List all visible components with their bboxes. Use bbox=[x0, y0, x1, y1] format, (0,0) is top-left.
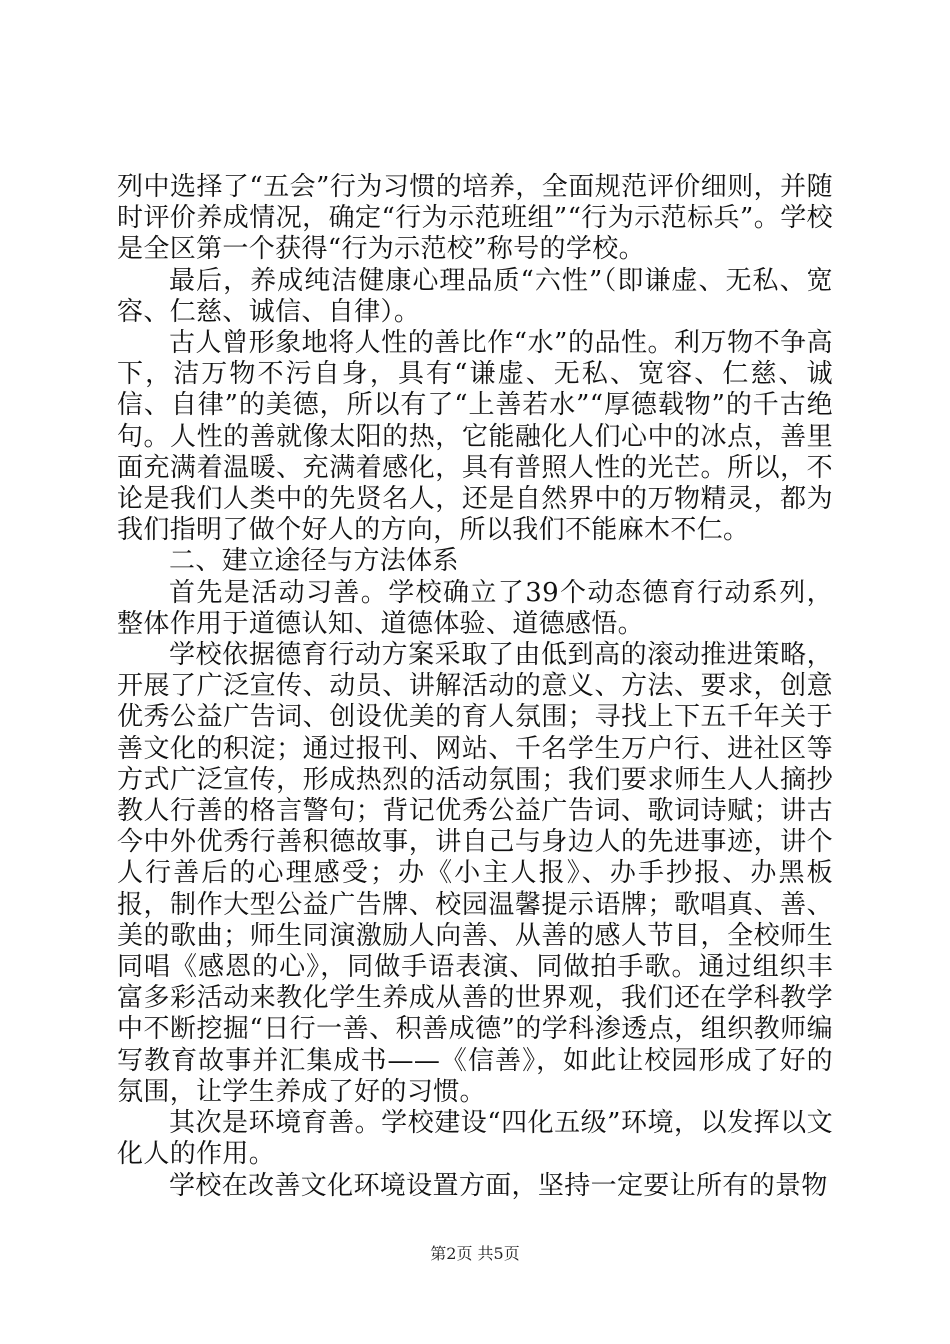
paragraph-cultural-environment: 学校在改善文化环境设置方面，坚持一定要让所有的景物 bbox=[169, 1170, 828, 1201]
paragraph-moral-action-plan: 学校依据德育行动方案采取了由低到高的滚动推进策略，开展了广泛宣传、动员、讲解活动的意义、方法、要求，创意优秀公益广告词、创设优美的育人氛围；寻找上下五千年关于善文化的积淀；通过报刊、网站、千名学生万户行、进社区等方式广泛宣传，形成热烈的活动氛围；我们要求师生人人摘抄教人行善的格言警句；背记优秀公益广告词、歌词诗赋；讲古今中外优秀行善积德故事，讲自己与身边人的先进事迹，讲个人行善后的心理感受；办《小主人报》、办手抄报、办黑板报，制作大型公益广告牌、校园温馨提示语牌；歌唱真、善、美的歌曲；师生同演激励人向善、从善的感人节目，全校师生同唱《感恩的心》，同做手语表演、同做拍手歌。通过组织丰富多彩活动来教化学生养成从善的世界观，我们还在学科教学中不断挖掘“日行一善、积善成德”的学科渗透点，组织教师编写教育故事并汇集成书——《信善》，如此让校园形成了好的氛围，让学生养成了好的习惯。 bbox=[117, 640, 833, 1107]
section-heading-methods: 二、建立途径与方法体系 bbox=[169, 546, 459, 577]
page-number-label: 第2页 共5页 bbox=[430, 1244, 520, 1263]
paragraph-behavior-habits: 列中选择了“五会”行为习惯的培养，全面规范评价细则，并随时评价养成情况，确定“行为示范班组”“行为示范标兵”。学校是全区第一个获得“行为示范校”称号的学校。 bbox=[117, 172, 833, 265]
paragraph-six-qualities: 最后，养成纯洁健康心理品质“六性”（即谦虚、无私、宽容、仁慈、诚信、自律）。 bbox=[117, 265, 833, 327]
paragraph-activity-practice: 首先是活动习善。学校确立了39个动态德育行动系列，整体作用于道德认知、道德体验、道德感悟。 bbox=[117, 577, 833, 639]
paragraph-environment: 其次是环境育善。学校建设“四化五级”环境，以发挥以文化人的作用。 bbox=[117, 1108, 833, 1170]
document-body bbox=[117, 172, 833, 1202]
paragraph-water-analogy: 古人曾形象地将人性的善比作“水”的品性。利万物不争高下，洁万物不污自身，具有“谦虚、无私、宽容、仁慈、诚信、自律”的美德，所以有了“上善若水”“厚德载物”的千古绝句。人性的善就像太阳的热，它能融化人们心中的冰点，善里面充满着温暖、充满着感化，具有普照人性的光芒。所以，不论是我们人类中的先贤名人，还是自然界中的万物精灵，都为我们指明了做个好人的方向，所以我们不能麻木不仁。 bbox=[117, 328, 833, 546]
page-footer bbox=[0, 1244, 950, 1264]
